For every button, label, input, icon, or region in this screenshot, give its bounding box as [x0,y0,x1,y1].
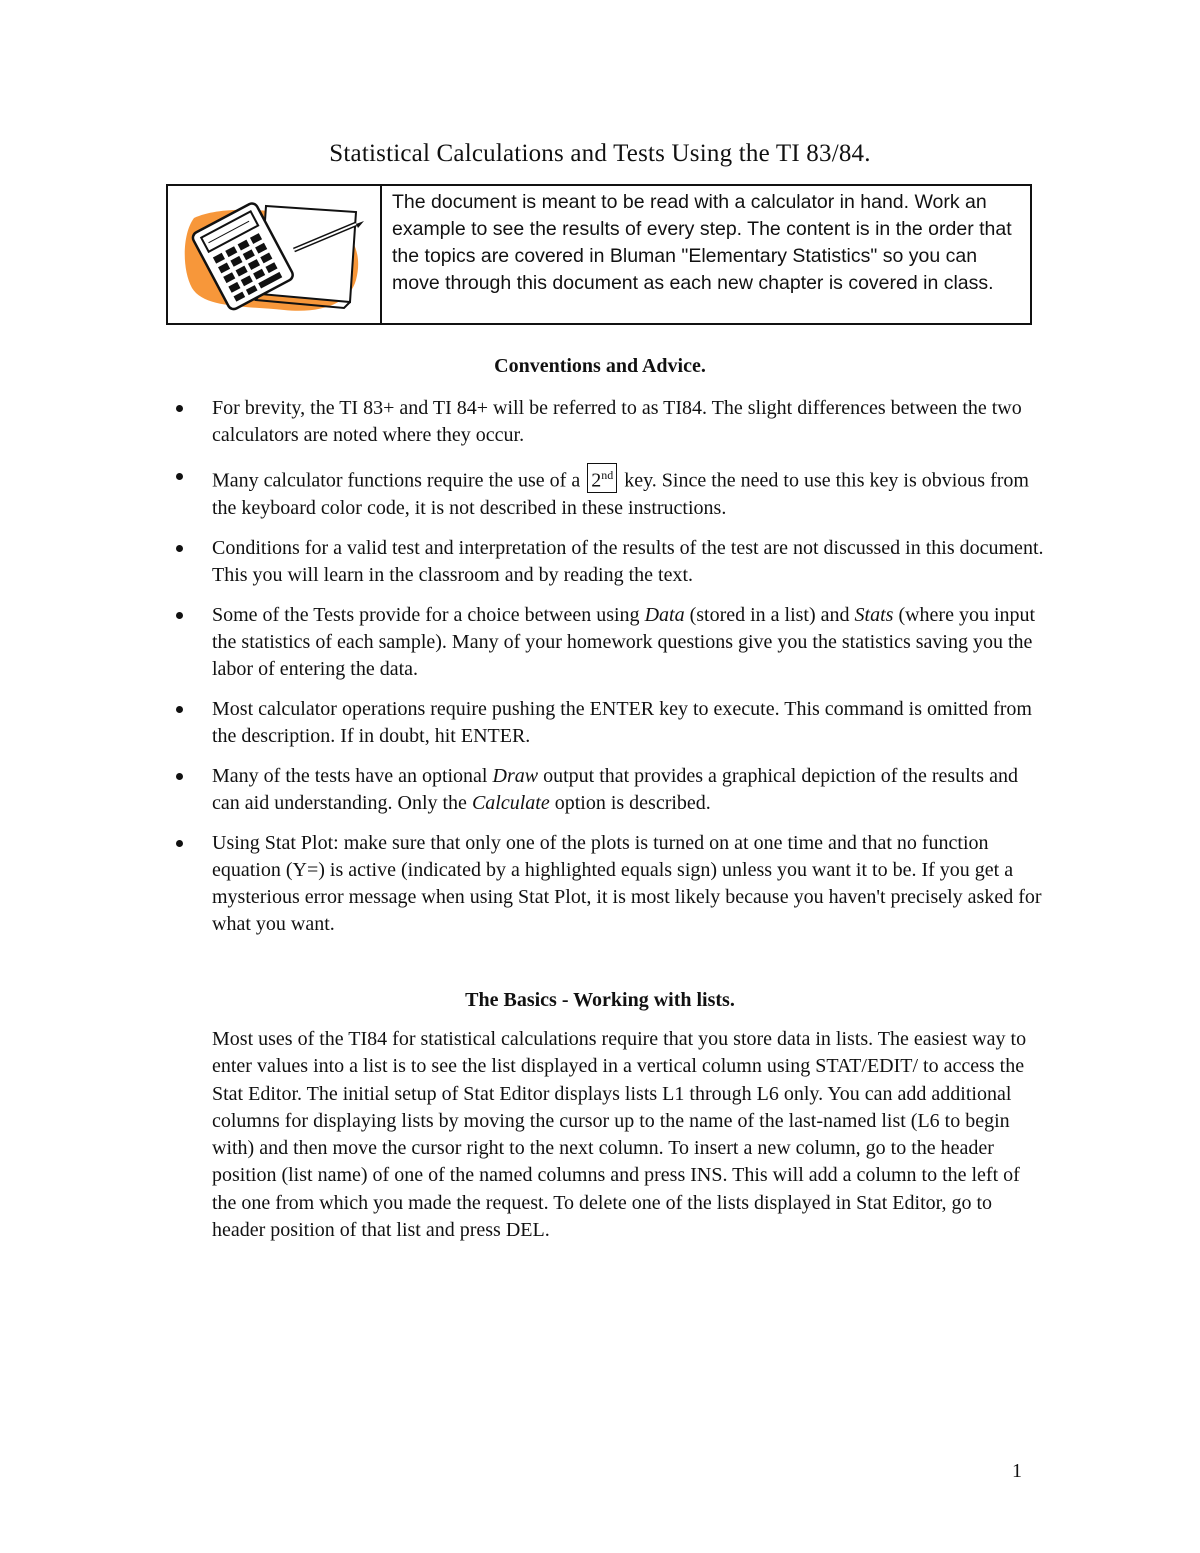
bullet-icon [176,405,183,412]
emphasis-stats: Stats [854,603,894,626]
list-item [168,830,1048,938]
bullet-text: Using Stat Plot: make sure that only one of the plots is turned on at one time and that no function equation (Y=) is active (indicated by a highlighted equals sign) unless you want it to be. If you get a mysterious error message when using Stat Plot, it is most likely because you haven't precisely asked for what you want. [212,831,1042,935]
bullet-text-part: option is described. [549,791,711,814]
bullet-text-part: output that provides a graphical depiction of the results and can aid understanding. Only the [212,764,1018,814]
bullet-text-before: Many calculator functions require the use of a [212,469,586,492]
conventions-heading: Conventions and Advice. [494,355,706,377]
bullet-text-part: Many of the tests have an optional [212,764,493,787]
intro-box [166,184,1032,325]
second-key-box [587,463,617,493]
bullet-icon [176,773,183,780]
calculator-clipart-icon [168,186,382,323]
bullet-icon [176,612,183,619]
document-title: Statistical Calculations and Tests Using the TI 83/84. [329,140,871,167]
list-item [168,463,1048,522]
page-number: 1 [1012,1460,1022,1482]
bullet-icon [176,706,183,713]
bullet-text: For brevity, the TI 83+ and TI 84+ will be referred to as TI84. The slight differences between the two calculators are noted where they occur. [212,397,1022,446]
intro-text: The document is meant to be read with a calculator in hand. Work an example to see the results of every step. The content is in the order that the topics are covered in Bluman "Elementary Statistics" so you can move through this document as each new chapter is covered in class. [392,191,1012,294]
list-item [168,395,1048,449]
key-label: 2 [591,469,602,492]
basics-paragraph: Most uses of the TI84 for statistical calculations require that you store data in lists. The easiest way to enter values into a list is to see the list displayed in a vertical column using STAT/EDIT/ to access the Stat Editor. The initial setup of Stat Editor displays lists L1 through L6 only. You can add additional columns for displaying lists by moving the cursor up to the name of the last-named list (L6 to begin with) and then move the cursor right to the next column. To insert a new column, go to the header position (list name) of one of the named columns and press INS. This will add a column to the left of the one from which you made the request. To delete one of the lists displayed in Stat Editor, go to header position of that list and press DEL. [212,1028,1027,1242]
bullet-text: Most calculator operations require pushing the ENTER key to execute. This command is omitted from the description. If in doubt, hit ENTER. [212,697,1032,747]
bullet-text: Conditions for a valid test and interpretation of the results of the test are not discussed in this document. This you will learn in the classroom and by reading the text. [212,536,1044,586]
bullet-text-part: (stored in a list) and [684,603,855,626]
bullet-text-part: (where you input the statistics of each sample). Many of your homework questions give you the statistics saving you the labor of entering the data. [212,603,1036,680]
conventions-list [168,395,1048,951]
emphasis-draw: Draw [492,764,539,787]
emphasis-data: Data [644,603,685,626]
calculator-and-paper-clipart [174,190,374,320]
list-item [168,696,1048,750]
bullet-icon [176,840,183,847]
list-item [168,602,1048,683]
key-superscript: nd [601,468,614,482]
bullet-text-after: key. Since the need to use this key is obvious from the keyboard color code, it is not described in these instructions. [212,469,1029,519]
list-item [168,535,1048,589]
basics-heading: The Basics - Working with lists. [465,989,735,1011]
list-item [168,763,1048,817]
emphasis-calculate: Calculate [471,791,550,814]
bullet-icon [176,473,183,480]
bullet-icon [176,545,183,552]
bullet-text-part: Some of the Tests provide for a choice between using [212,603,645,626]
